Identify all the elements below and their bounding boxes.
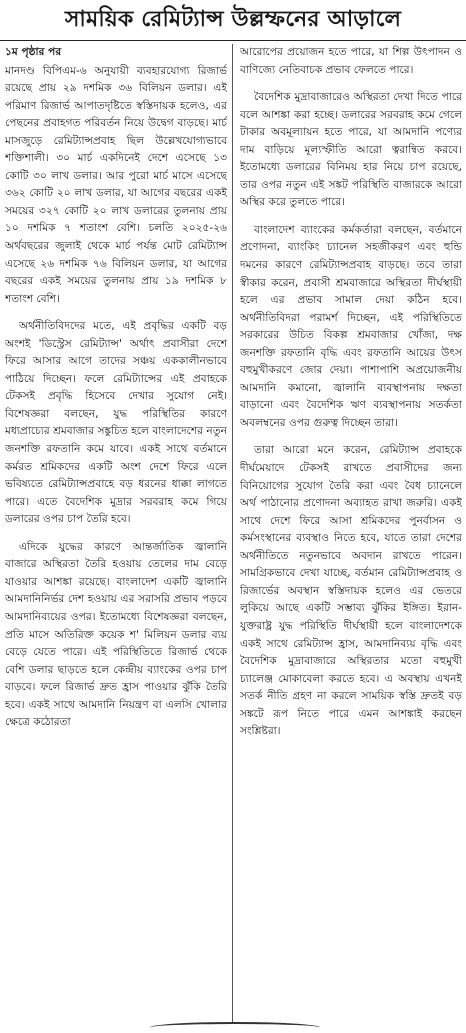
column-divider [232, 44, 233, 1022]
body-paragraph: বাংলাদেশ ব্যাংকের কর্মকর্তারা বলছেন, বর্তমানে প্রণোদনা, ব্যাংকিং চ্যানেল সহজীকরণ এবং হুন্ডি দমনের কারণে রেমিট্যান্সপ্রবাহ বাড়ছে। তবে তারা স্বীকার করেন, প্রবাসী শ্রমবাজারে অস্থিরতা দীর্ঘস্থায়ী হলে এর প্রভাব সামাল দেয়া কঠিন হবে। অর্থনীতিবিদরা পরামর্শ দিচ্ছেন, এই পরিস্থিতিতে সরকারের উচিত বিকল্প শ্রমবাজার খোঁজা, দক্ষ জনশক্তি রফতানি বৃদ্ধি এবং রফতানি আয়ের উৎস বহুমুখীকরণে জোর দেয়া। পাশাপাশি অপ্রয়োজনীয় আমদানি কমানো, জ্বালানি ব্যবস্থাপনায় দক্ষতা বাড়ানো এবং বৈদেশিক ঋণ ব্যবস্থাপনায় সতর্কতা অবলম্বনের ওপর গুরুত্ব দিচ্ছেন তারা। [240, 223, 462, 429]
body-paragraph: অর্থনীতিবিদদের মতে, এই প্রবৃদ্ধির একটি বড় অংশই 'ডিস্ট্রেস রেমিট্যান্স' অর্থাৎ প্রবাসীরা দেশে ফিরে আসার আগে তাদের সঞ্চয় এককালীনভাবে পাঠিয়ে দিচ্ছেন। ফলে রেমিট্যান্সের এই প্রবাহকে টেকসই প্রবৃদ্ধি হিসেবে দেখার সুযোগ নেই। বিশেষজ্ঞরা বলছেন, যুদ্ধ পরিস্থিতির কারণে মধ্যপ্রাচ্যের শ্রমবাজার সঙ্কুচিত হলে বাংলাদেশের নতুন জনশক্তি রফতানি কমে যাবে। একই সাথে বর্তমানে কর্মরত শ্রমিকদের একটি অংশ দেশে ফিরে এলে ভবিষ্যতে রেমিট্যান্সপ্রবাহে বড় ধরনের ধাক্কা লাগতে পারে। এতে বৈদেশিক মুদ্রার সরবরাহ কমে গিয়ে ডলারের ওপর চাপ তৈরি হবে। [5, 320, 227, 526]
body-paragraph: আরোপের প্রয়োজন হতে পারে, যা শিল্প উৎপাদন ও বাণিজ্যে নেতিবাচক প্রভাব ফেলতে পারে। [240, 46, 462, 76]
continuation-kicker: ১ম পৃষ্ঠার পর [5, 46, 62, 58]
right-column [240, 44, 462, 1020]
body-paragraph: তারা আরো মনে করেন, রেমিট্যান্স প্রবাহকে দীর্ঘমেয়াদে টেকসই রাখতে প্রবাসীদের জন্য বিনিয়োগের সুযোগ তৈরি করা এবং বৈধ চ্যানেলে অর্থ পাঠানোর প্রণোদনা অব্যাহত রাখা জরুরি। একই সাথে দেশে ফিরে আসা শ্রমিকদের পুনর্বাসন ও কর্মসংস্থানের ব্যবস্থাও নিতে হবে, যাতে তারা দেশের অর্থনীতিতে নতুনভাবে অবদান রাখতে পারেন। সামগ্রিকভাবে দেখা যাচ্ছে, বর্তমান রেমিট্যান্সপ্রবাহ ও রিজার্ভের অবস্থান স্বস্তিদায়ক হলেও এর ভেতরে লুকিয়ে আছে একটি সম্ভাব্য ঝুঁকির ইঙ্গিত। ইরান-যুক্তরাষ্ট্র যুদ্ধ পরিস্থিতি দীর্ঘস্থায়ী হলে বাংলাদেশকে একই সাথে রেমিট্যান্স হ্রাস, আমদানিব্যয় বৃদ্ধি এবং বৈদেশিক মুদ্রাবাজারে অস্থিরতার মতো বহুমুখী চ্যালেঞ্জ মোকাবেলা করতে হবে। এ অবস্থায় এখনই সতর্ক নীতি গ্রহণ না করলে সাময়িক স্বস্তি দ্রুতই বড় সঙ্কটে রূপ নিতে পারে এমন আশঙ্কাই করছেন সংশ্লিষ্টরা। [240, 444, 462, 738]
body-paragraph: এদিকে যুদ্ধের কারণে আন্তর্জাতিক জ্বালানি বাজারে অস্থিরতা তৈরি হওয়ায় তেলের দাম বেড়ে যাওয়ার আশঙ্কা রয়েছে। বাংলাদেশ একটি জ্বালানি আমদানিনির্ভর দেশ হওয়ায় এর সরাসরি প্রভাব পড়বে আমদানিব্যয়ের ওপর। ইতোমধ্যে বিশেষজ্ঞরা বলছেন, প্রতি মাসে অতিরিক্ত কয়েক শ' মিলিয়ন ডলার ব্যয় বেড়ে যেতে পারে। এই পরিস্থিতিতে রিজার্ভ থেকে বেশি ডলার ছাড়তে হলে কেন্দ্রীয় ব্যাংকের ওপর চাপ বাড়বে। ফলে রিজার্ভ দ্রুত হ্রাস পাওয়ার ঝুঁকি তৈরি হবে। একই সাথে আমদানি নিয়ন্ত্রণ বা এলসি খোলার ক্ষেত্রে কঠোরতা [5, 540, 227, 729]
headline-rule [0, 40, 466, 41]
page-edge-mark [150, 1022, 320, 1033]
body-paragraph: বৈদেশিক মুদ্রাবাজারেও অস্থিরতা দেখা দিতে পারে বলে আশঙ্কা করা হচ্ছে। ডলারের সরবরাহ কমে গেলে টাকার অবমূল্যায়ন হতে পারে, যা আমদানি পণ্যের দাম বাড়িয়ে মূল্যস্ফীতি আরো ত্বরান্বিত করবে। ইতোমধ্যে ডলারের বিনিময় হার নিয়ে চাপ রয়েছে, তার ওপর নতুন এই সঙ্কট পরিস্থিতি বাজারকে আরো অস্থির করে তুলতে পারে। [240, 91, 462, 209]
body-paragraph: মানদণ্ড বিপিএম-৬ অনুযায়ী ব্যবহারযোগ্য রিজার্ভ রয়েছে প্রায় ২৯ দশমিক ৩৬ বিলিয়ন ডলার। এই পরিমাণ রিজার্ভ আপাতদৃষ্টিতে স্বস্তিদায়ক হলেও, এর পেছনের প্রবাহগত পরিবর্তন নিয়ে উদ্বেগ বাড়ছে। মার্চ মাসজুড়ে রেমিট্যান্সপ্রবাহ ছিল উল্লেখযোগ্যভাবে শক্তিশালী। ৩০ মার্চ একদিনেই দেশে এসেছে ১৩ কোটি ৩০ লাখ ডলার। আর পুরো মার্চ মাসে এসেছে ৩৬২ কোটি ২০ লাখ ডলার, যা আগের বছরের একই সময়ের ৩২৭ কোটি ২০ লাখ ডলারের তুলনায় প্রায় ১০ দশমিক ৭ শতাংশ বেশি। চলতি ২০২৫-২৬ অর্থবছরের জুলাই থেকে মার্চ পর্যন্ত মোট রেমিট্যান্স এসেছে ২৬ দশমিক ৭৬ বিলিয়ন ডলার, যা আগের বছরের একই সময়ের তুলনায় প্রায় ১৯ দশমিক ৮ শতাংশ বেশি। [5, 64, 227, 305]
article-headline: সাময়িক রেমিট্যান্স উল্লম্ফনের আড়ালে [64, 6, 402, 32]
left-column [5, 44, 227, 1020]
